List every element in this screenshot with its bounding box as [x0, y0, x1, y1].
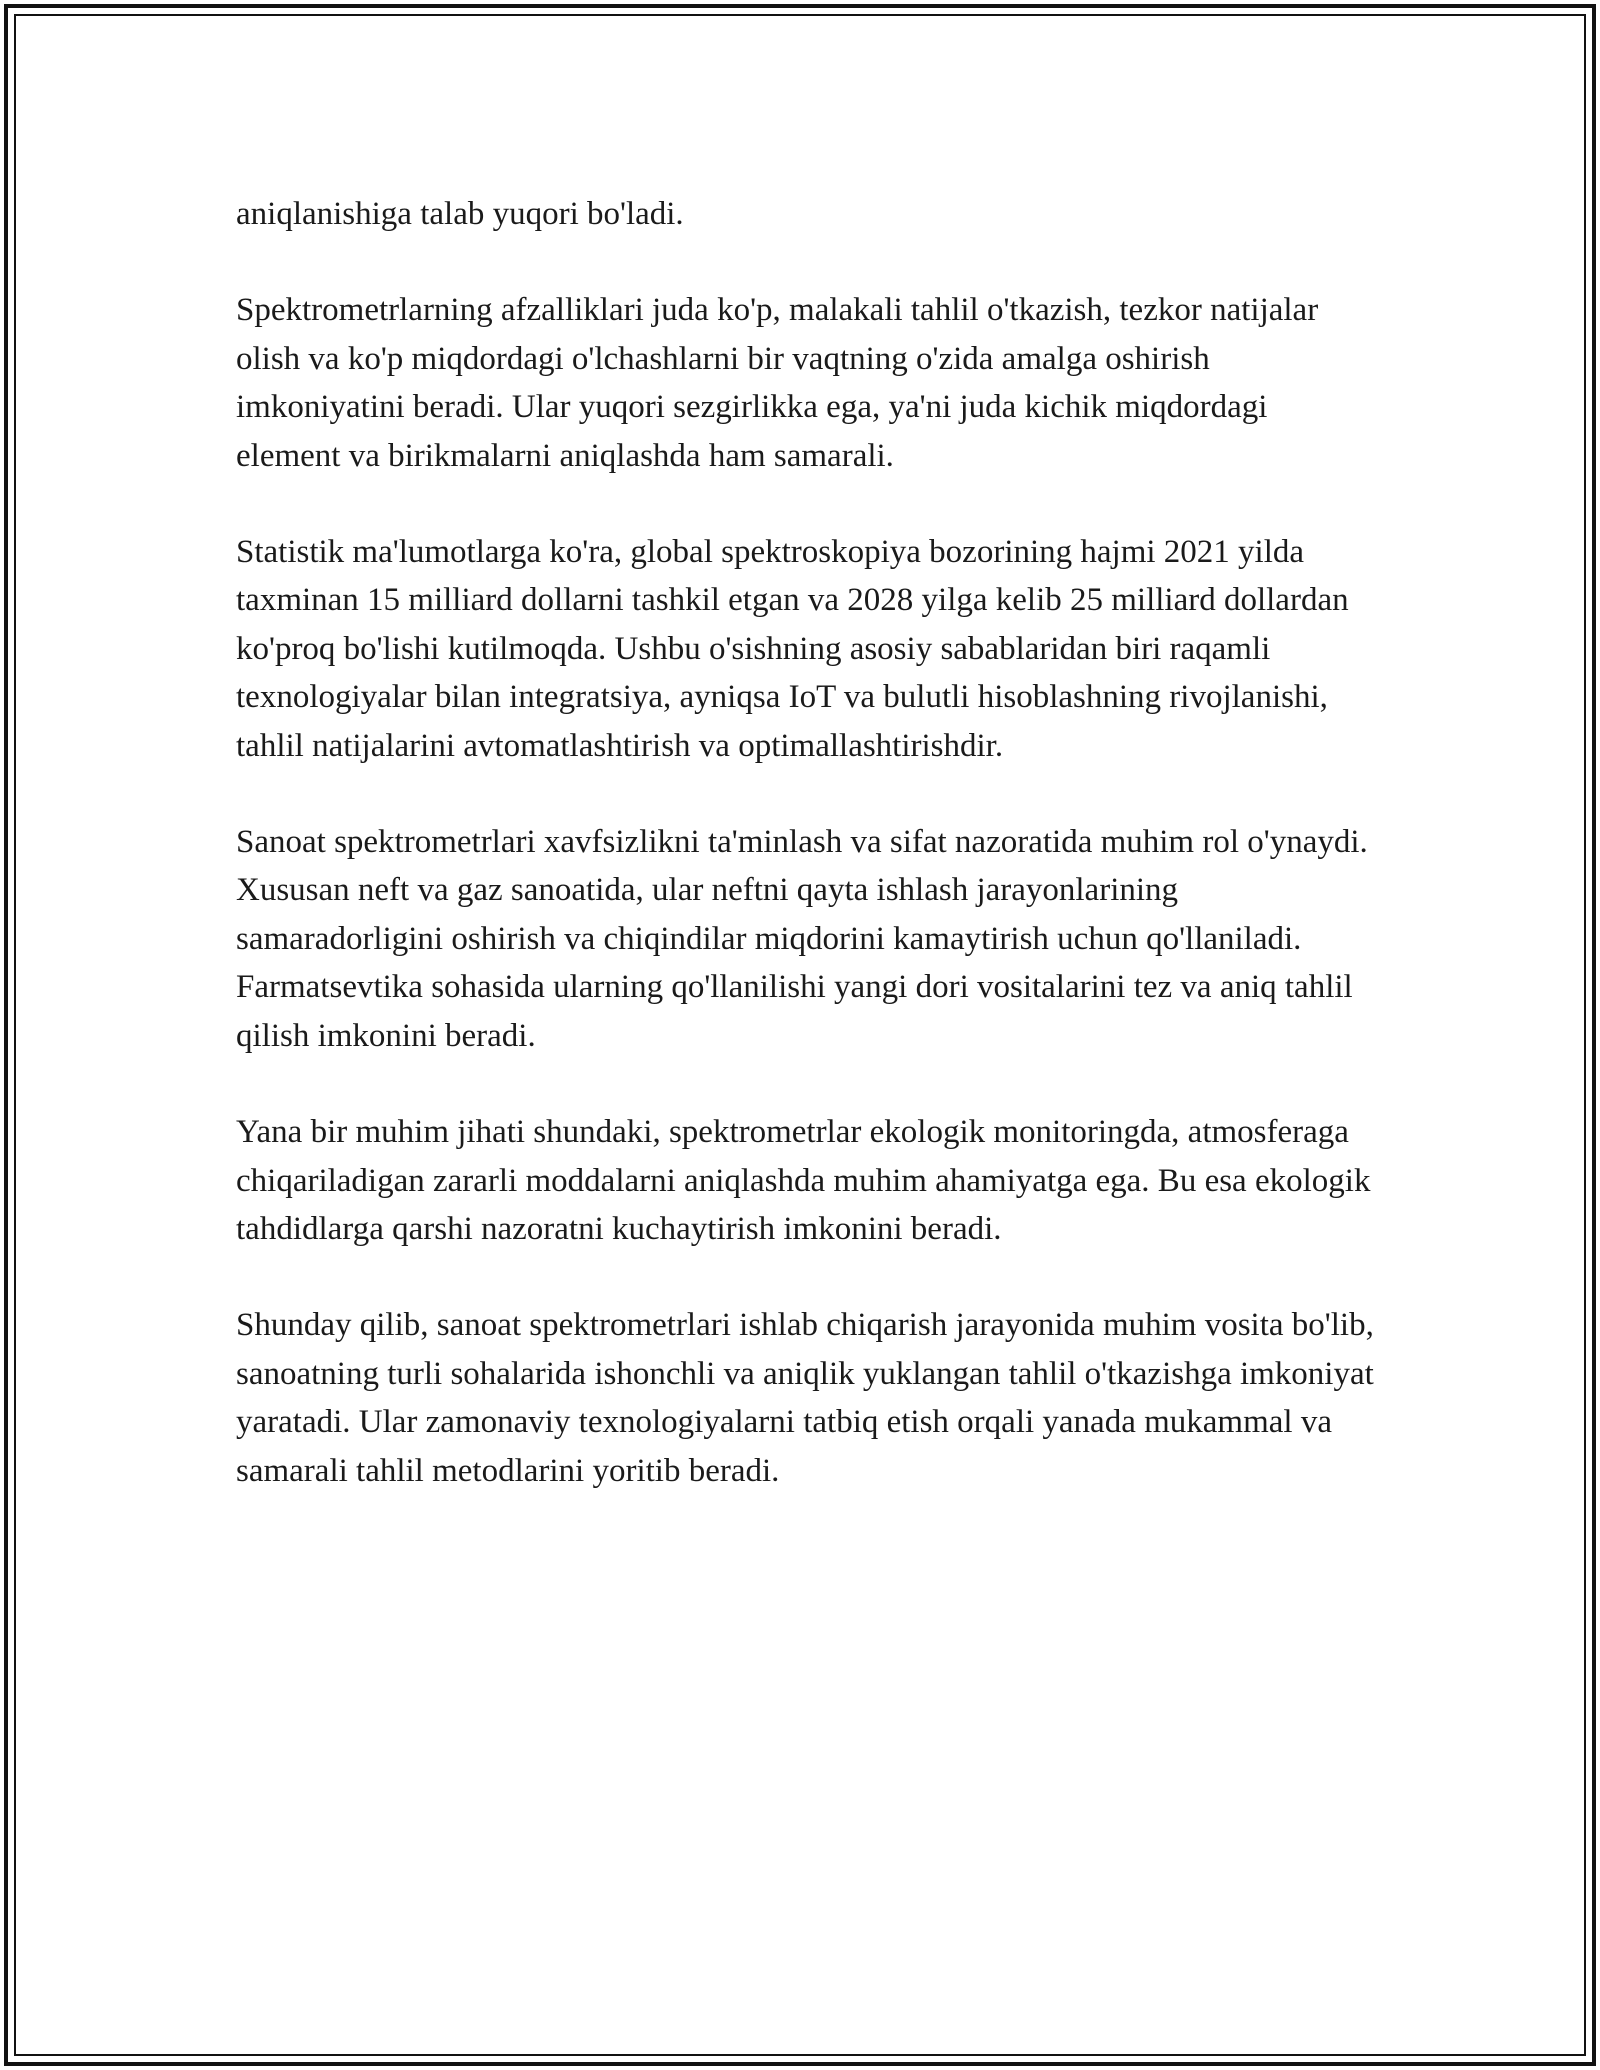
- paragraph-industrial-applications: Sanoat spektrometrlari xavfsizlikni ta'minlash va sifat nazoratida muhim rol o'ynaydi. Xususan neft va gaz sanoatida, ular neftni qayta ishlash jarayonlarining samaradorligini oshirish va chiqindilar miqdorini kamaytirish uchun qo'llaniladi. Farmatsevtika sohasida ularning qo'llanilishi yangi dori vositalarini tez va aniq tahlil qilish imkonini beradi.: [236, 824, 1368, 1054]
- paragraph-conclusion: Shunday qilib, sanoat spektrometrlari ishlab chiqarish jarayonida muhim vosita bo'lib, sanoatning turli sohalarida ishonchli va aniqlik yuklangan tahlil o'tkazishga imkoniyat yaratadi. Ular zamonaviy texnologiyalarni tatbiq etish orqali yanada mukammal va samarali tahlil metodlarini yoritib beradi.: [236, 1307, 1374, 1489]
- document-body: [236, 190, 1376, 1543]
- paragraph-ecological-monitoring: Yana bir muhim jihati shundaki, spektrometrlar ekologik monitoringda, atmosferaga chiqariladigan zararli moddalarni aniqlashda muhim ahamiyatga ega. Bu esa ekologik tahdidlarga qarshi nazoratni kuchaytirish imkonini beradi.: [236, 1114, 1371, 1247]
- paragraph-market-statistics: Statistik ma'lumotlarga ko'ra, global spektroskopiya bozorining hajmi 2021 yilda taxminan 15 milliard dollarni tashkil etgan va 2028 yilga kelib 25 milliard dollardan ko'proq bo'lishi kutilmoqda. Ushbu o'sishning asosiy sabablaridan biri raqamli texnologiyalar bilan integratsiya, ayniqsa IoT va bulutli hisoblashning rivojlanishi, tahlil natijalarini avtomatlashtirish va optimallashtirishdir.: [236, 534, 1349, 764]
- paragraph-continuation: aniqlanishiga talab yuqori bo'ladi.: [236, 196, 684, 232]
- paragraph-spectrometer-advantages: Spektrometrlarning afzalliklari juda ko'p, malakali tahlil o'tkazish, tezkor natijalar olish va ko'p miqdordagi o'lchashlarni bir vaqtning o'zida amalga oshirish imkoniyatini beradi. Ular yuqori sezgirlikka ega, ya'ni juda kichik miqdordagi element va birikmalarni aniqlashda ham samarali.: [236, 292, 1319, 474]
